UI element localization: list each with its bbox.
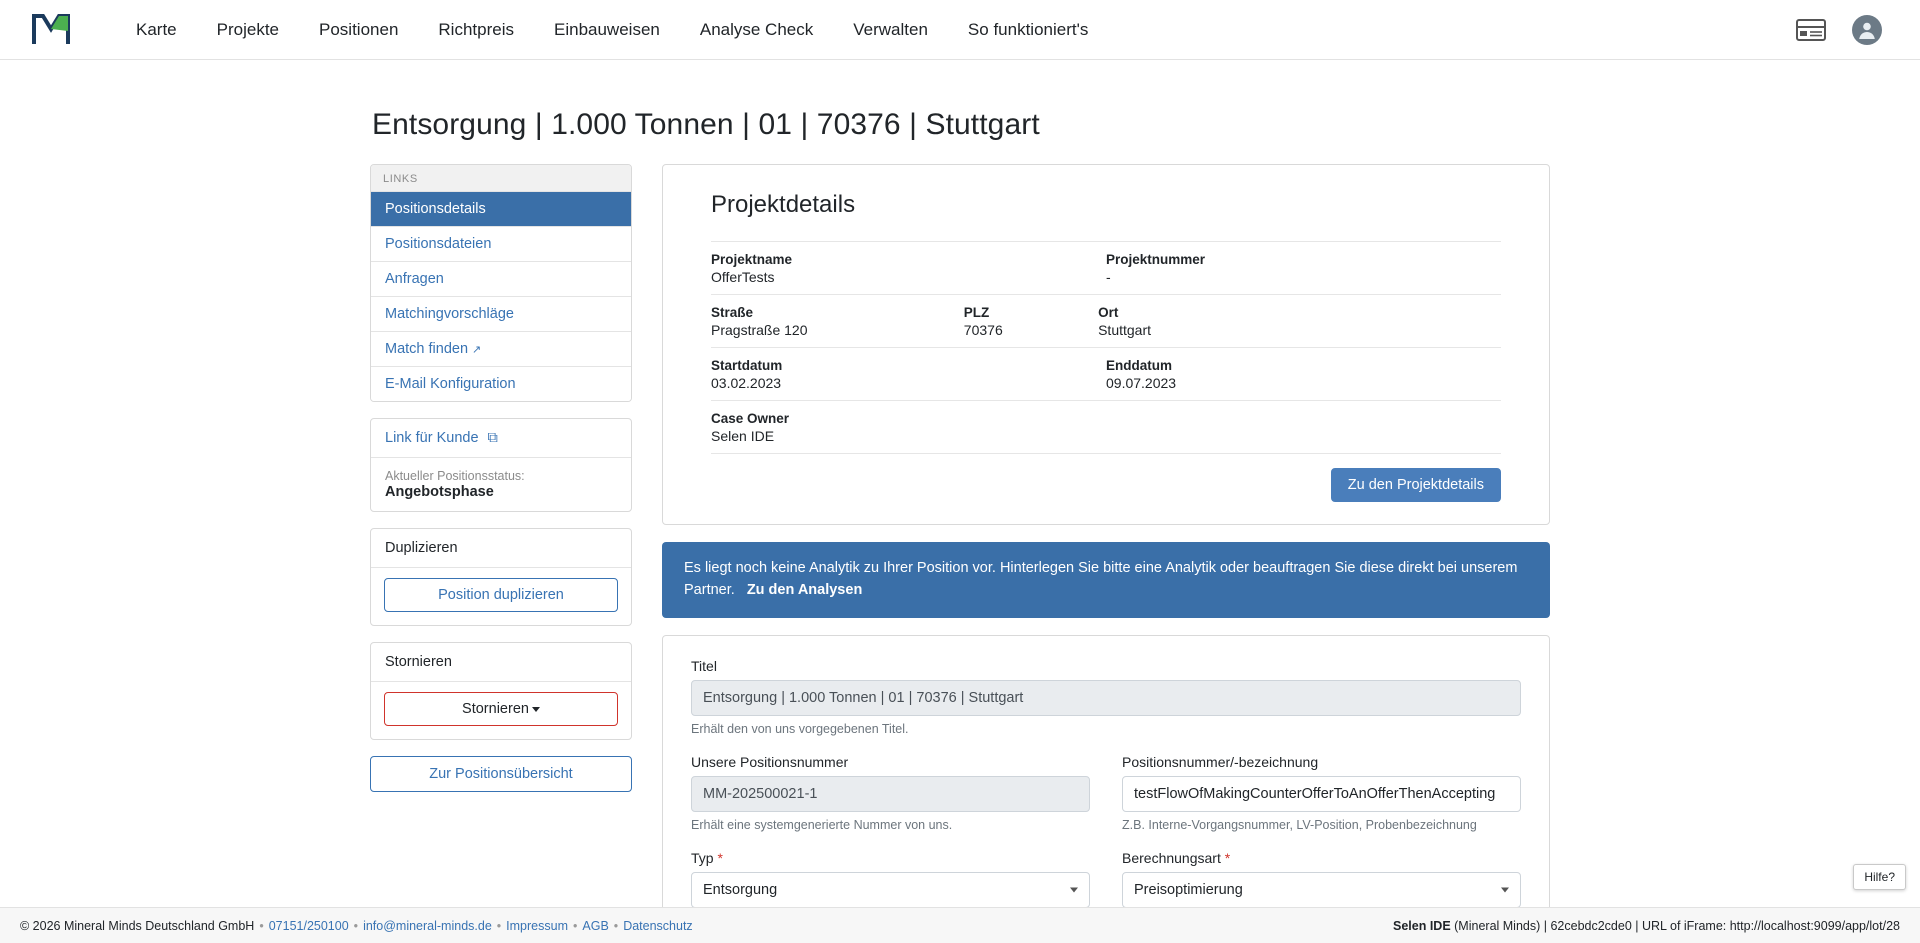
main-column	[662, 164, 1550, 918]
typ-select-wrap	[691, 872, 1090, 908]
titel-help: Erhält den von uns vorgegebenen Titel.	[691, 721, 909, 736]
position-status-label: Aktueller Positionsstatus:	[385, 469, 525, 483]
sidebar-item-positionsdateien[interactable]: Positionsdateien	[371, 227, 631, 262]
field-enddatum	[1106, 358, 1501, 391]
external-link-icon: ↗︎	[472, 344, 482, 356]
duplicate-position-button[interactable]: Position duplizieren	[384, 578, 618, 612]
form-row-typ-berechnung	[691, 850, 1521, 908]
minus-icon[interactable]	[1493, 191, 1501, 207]
cancel-dropdown-button[interactable]	[384, 692, 618, 726]
copy-icon[interactable]: ⧉	[487, 430, 498, 446]
enddatum-label: Enddatum	[1106, 358, 1172, 373]
nav-link-analyse-check[interactable]: Analyse Check	[699, 19, 814, 39]
positionsnummer-label: Unsere Positionsnummer	[691, 753, 849, 770]
duplicate-button-wrap	[371, 568, 631, 625]
sidebar-cancel-panel	[370, 642, 632, 740]
field-case-owner	[711, 411, 1106, 444]
sidebar-item-positionsdetails[interactable]: Positionsdetails	[371, 192, 631, 227]
page-body	[0, 60, 1920, 918]
positionsnummer-input[interactable]	[691, 776, 1090, 812]
page-title: Entsorgung | 1.000 Tonnen | 01 | 70376 | Stuttgart	[372, 108, 1040, 141]
analytics-alert-text: Es liegt noch keine Analytik zu Ihrer Position vor. Hinterlegen Sie bitte eine Analytik oder beauftragen Sie diese direkt bei unserem Partner.	[684, 560, 1518, 598]
projektnummer-value: -	[1106, 269, 1111, 285]
content-container	[370, 60, 1550, 918]
titel-input[interactable]	[691, 680, 1521, 716]
strasse-value: Pragstraße 120	[711, 322, 808, 338]
goto-project-details-button[interactable]: Zu den Projektdetails	[1331, 468, 1501, 502]
positions-overview-button[interactable]: Zur Positionsübersicht	[370, 756, 632, 792]
typ-select[interactable]	[691, 872, 1090, 908]
startdatum-label: Startdatum	[711, 358, 783, 373]
strasse-label: Straße	[711, 305, 754, 320]
plz-label: PLZ	[963, 305, 990, 320]
bezeichnung-help: Z.B. Interne-Vorgangsnummer, LV-Position, Probenbezeichnung	[1122, 817, 1477, 832]
sidebar	[370, 164, 632, 792]
duplicate-title: Duplizieren	[385, 540, 458, 556]
analytics-alert	[662, 542, 1550, 618]
typ-label	[691, 850, 1090, 866]
footer-phone-link[interactable]: 07151/250100	[268, 918, 349, 933]
berechnungsart-label-text: Berechnungsart	[1122, 849, 1221, 866]
brand-logo[interactable]	[28, 11, 74, 49]
footer-session-info	[1393, 919, 1900, 933]
position-status-value: Angebotsphase	[385, 484, 494, 500]
duplicate-title-section	[371, 529, 631, 568]
field-projektnummer	[1106, 252, 1501, 285]
footer-user-name: Selen IDE	[1393, 918, 1451, 933]
footer-impressum-link[interactable]: Impressum	[506, 918, 568, 933]
footer-agb-link[interactable]: AGB	[582, 918, 609, 933]
detail-row-adresse	[711, 294, 1501, 347]
projektname-value: OfferTests	[711, 269, 775, 285]
footer-email-link[interactable]: info@mineral-minds.de	[363, 918, 492, 933]
sidebar-duplicate-panel	[370, 528, 632, 626]
enddatum-value: 09.07.2023	[1106, 375, 1177, 391]
berechnungsart-label	[1122, 850, 1521, 866]
project-details-actions	[711, 454, 1501, 502]
sidebar-item-matchingvorschlaege[interactable]: Matchingvorschläge	[371, 297, 631, 332]
nav-link-richtpreis[interactable]: Richtpreis	[438, 19, 514, 39]
nav-link-einbauweisen[interactable]: Einbauweisen	[554, 19, 660, 39]
project-details-body	[663, 165, 1549, 524]
detail-row-datum	[711, 347, 1501, 400]
footer-separator: •	[613, 918, 619, 933]
field-projektname	[711, 252, 1106, 285]
sidebar-links-panel	[370, 164, 632, 402]
field-ort	[1098, 305, 1501, 338]
navbar-right	[1796, 15, 1892, 45]
sidebar-links-header: LINKS	[371, 165, 631, 192]
nav-link-positionen[interactable]: Positionen	[319, 19, 399, 39]
bezeichnung-input[interactable]	[1122, 776, 1521, 812]
footer-separator: •	[573, 918, 578, 933]
customer-link-label: Link für Kunde	[385, 430, 479, 446]
sidebar-customer-panel	[370, 418, 632, 512]
typ-required-marker: *	[717, 849, 723, 866]
footer-datenschutz-link[interactable]: Datenschutz	[623, 918, 693, 933]
id-card-icon[interactable]	[1796, 19, 1826, 41]
form-field-positionsnummer	[691, 754, 1090, 832]
field-startdatum	[711, 358, 1106, 391]
nav-link-verwalten[interactable]: Verwalten	[853, 19, 928, 39]
customer-link[interactable]	[385, 430, 498, 446]
page-layout	[370, 164, 1550, 918]
nav-link-projekte[interactable]: Projekte	[216, 19, 280, 39]
form-row-nummern	[691, 754, 1521, 832]
customer-link-section	[371, 419, 631, 458]
form-field-typ	[691, 850, 1090, 908]
cancel-button-wrap	[371, 682, 631, 739]
field-strasse	[711, 305, 964, 338]
footer-copyright: © 2026 Mineral Minds Deutschland GmbH	[20, 918, 255, 933]
berechnungsart-required-marker: *	[1224, 849, 1231, 866]
typ-label-text: Typ	[691, 849, 714, 866]
form-field-berechnungsart	[1122, 850, 1521, 908]
chevron-down-icon	[532, 707, 540, 712]
footer	[0, 907, 1920, 943]
titel-label: Titel	[691, 657, 717, 674]
top-navbar	[0, 0, 1920, 60]
ort-label: Ort	[1098, 305, 1119, 320]
projektnummer-label: Projektnummer	[1106, 252, 1206, 267]
detail-row-case-owner	[711, 400, 1501, 454]
sidebar-item-match-finden-label: Match finden	[385, 341, 469, 357]
form-field-titel	[691, 658, 1521, 736]
sidebar-item-anfragen[interactable]: Anfragen	[371, 262, 631, 297]
position-status-section	[371, 458, 631, 511]
cancel-title-section	[371, 643, 631, 682]
berechnungsart-select[interactable]	[1122, 872, 1521, 908]
project-details-header	[711, 191, 1501, 241]
berechnungsart-select-wrap	[1122, 872, 1521, 908]
footer-separator: •	[496, 918, 502, 933]
cancel-title: Stornieren	[385, 654, 452, 670]
sidebar-item-match-finden[interactable]	[371, 332, 631, 367]
projektname-label: Projektname	[711, 252, 793, 267]
ort-value: Stuttgart	[1098, 322, 1152, 338]
nav-link-karte[interactable]: Karte	[136, 19, 177, 39]
goto-analyses-link[interactable]: Zu den Analysen	[746, 581, 863, 598]
plz-value: 70376	[963, 322, 1003, 338]
bezeichnung-label: Positionsnummer/-bezeichnung	[1122, 753, 1319, 770]
detail-row-projekt	[711, 241, 1501, 294]
mineral-minds-logo-icon	[31, 13, 71, 47]
case-owner-value: Selen IDE	[711, 428, 775, 444]
footer-separator: •	[259, 918, 264, 933]
position-form-card	[662, 635, 1550, 919]
user-avatar-icon[interactable]	[1852, 15, 1882, 45]
sidebar-item-email-konfiguration[interactable]: E-Mail Konfiguration	[371, 367, 631, 401]
field-plz	[964, 305, 1098, 338]
form-row-titel	[691, 658, 1521, 736]
help-tab-button[interactable]: Hilfe?	[1853, 864, 1906, 890]
startdatum-value: 03.02.2023	[711, 375, 782, 391]
nav-links	[116, 10, 1108, 50]
footer-session-rest: (Mineral Minds) | 62cebdc2cde0 | URL of iFrame: http://localhost:9099/app/lot/28	[1450, 918, 1900, 933]
positionsnummer-help: Erhält eine systemgenerierte Nummer von uns.	[691, 817, 953, 832]
project-details-title: Projektdetails	[711, 191, 856, 218]
case-owner-label: Case Owner	[711, 411, 790, 426]
form-field-bezeichnung	[1122, 754, 1521, 832]
project-details-card	[662, 164, 1550, 525]
nav-link-so-funktionierts[interactable]: So funktioniert's	[967, 19, 1089, 39]
cancel-button-label: Stornieren	[462, 701, 529, 717]
footer-separator: •	[353, 918, 359, 933]
